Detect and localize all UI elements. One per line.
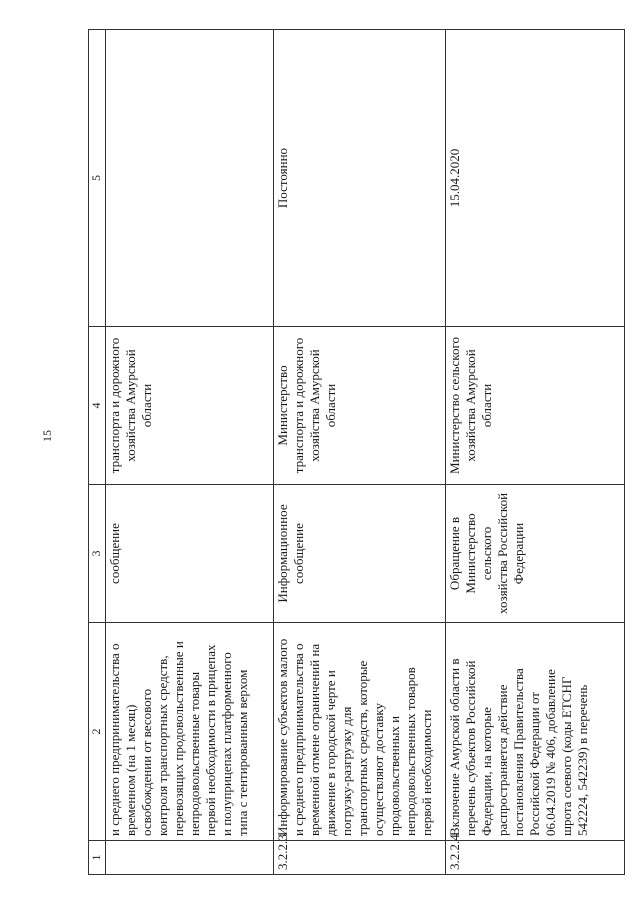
- table-row: [106, 30, 274, 875]
- deadline-cell: Постоянно: [274, 30, 446, 327]
- row-number: 3.2.2.3: [274, 841, 446, 875]
- document-table-frame: [88, 30, 625, 875]
- measure-cell: Включение Амурской области в перечень субъектов Российской Федерации, на которые распространяется действие постановления Правительства Российской Федерации от 06.04.2019 № 406, добавление шрота соевого (коды ЕТСНГ 542224, 542239) в перечень: [446, 623, 625, 841]
- page-number: 15: [40, 430, 54, 442]
- table-row: [274, 30, 446, 875]
- form-cell: Обращение в Министерство сельского хозяйства Российской Федерации: [446, 485, 625, 623]
- executor-cell: Министерство транспорта и дорожного хозяйства Амурской области: [274, 327, 446, 485]
- form-cell: сообщение: [106, 485, 274, 623]
- column-header: 4: [89, 327, 106, 485]
- row-number: 3.2.2.4: [446, 841, 625, 875]
- executor-cell: Министерство сельского хозяйства Амурской области: [446, 327, 625, 485]
- table-header-row: [89, 30, 106, 875]
- column-header: 1: [89, 841, 106, 875]
- deadline-cell: 15.04.2020: [446, 30, 625, 327]
- form-cell: Информационное сообщение: [274, 485, 446, 623]
- deadline-cell: [106, 30, 274, 327]
- measure-cell: Информирование субъектов малого и среднего предпринимательства о временной отмене ограничений на движение в городской черте и погрузку-разгрузку для транспортных средств, которые осуществляют доставку продовольственных и непродовольственных товаров первой необходимости: [274, 623, 446, 841]
- column-header: 3: [89, 485, 106, 623]
- measure-cell: и среднего предпринимательства о временном (на 1 месяц) освобождении от весового контроля транспортных средств, перевозящих продовольственные и непродовольственные товары первой необходимости в прицепах и полуприцепах платформенного типа с тентированным верхом: [106, 623, 274, 841]
- column-header: 2: [89, 623, 106, 841]
- executor-cell: транспорта и дорожного хозяйства Амурской области: [106, 327, 274, 485]
- row-number: [106, 841, 274, 875]
- column-header: 5: [89, 30, 106, 327]
- measures-table: [88, 29, 625, 875]
- table-row: [446, 30, 625, 875]
